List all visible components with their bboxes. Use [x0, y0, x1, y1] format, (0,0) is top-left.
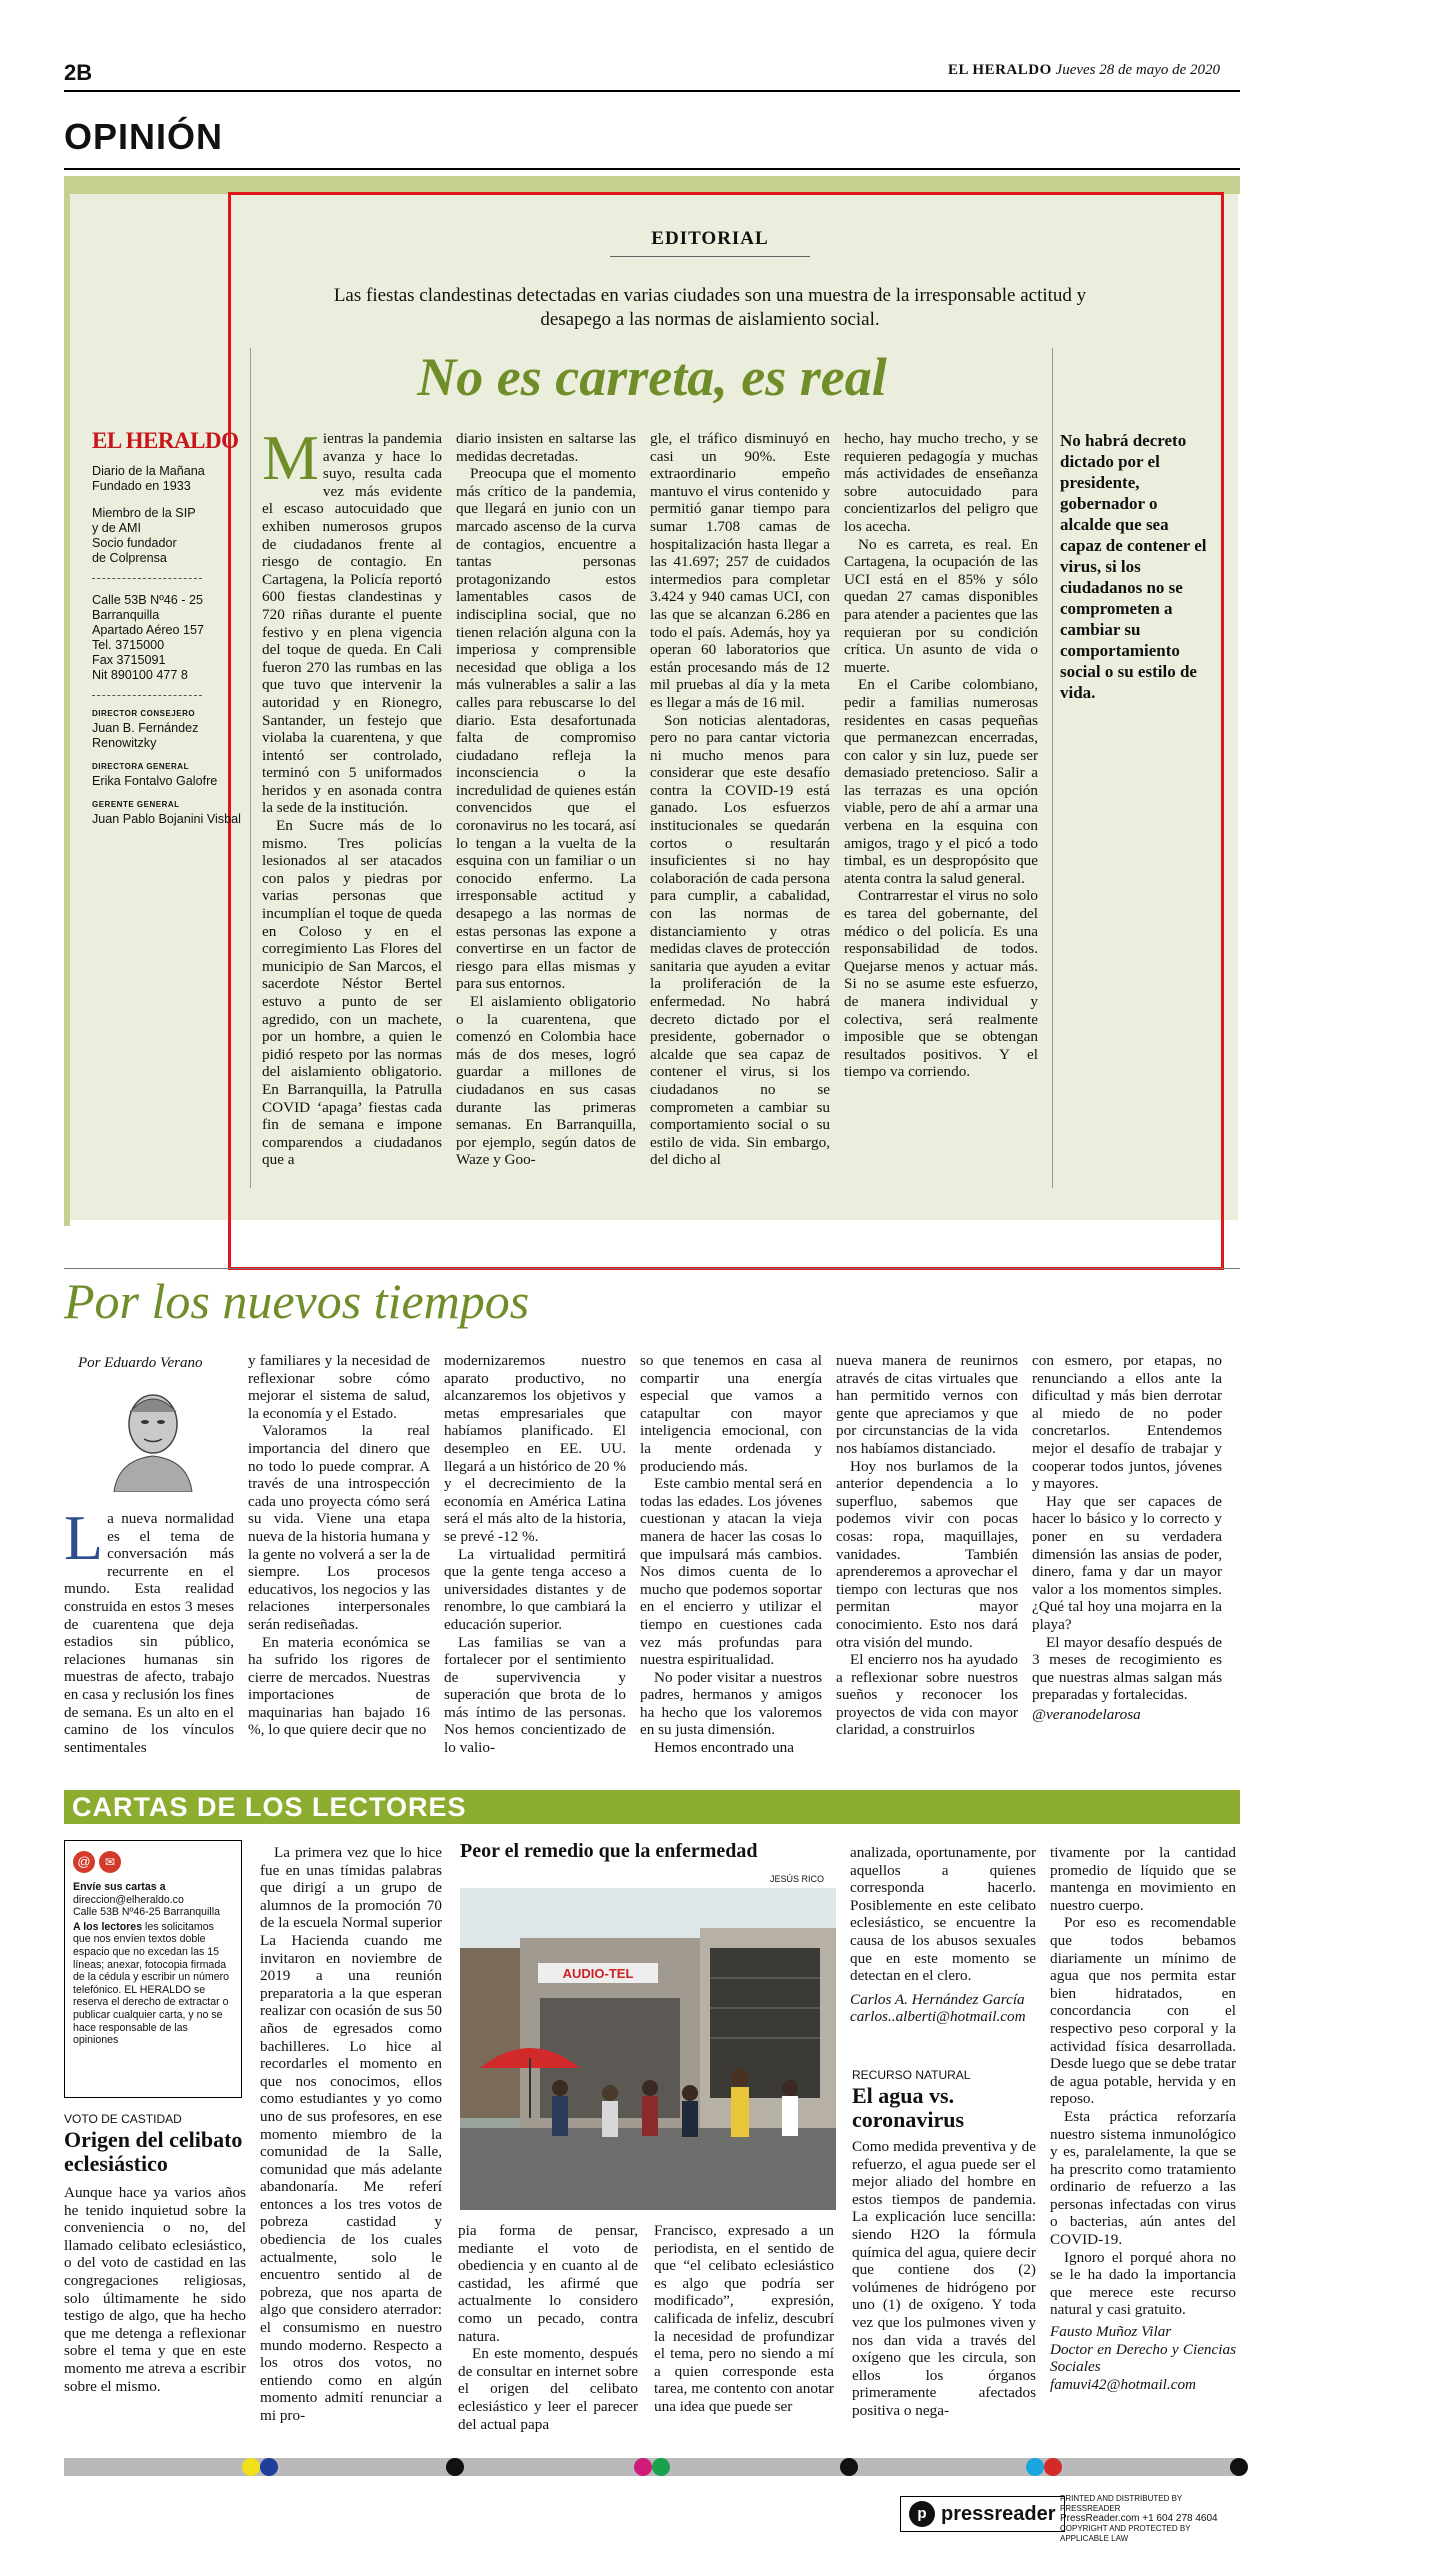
- masthead-line: Nit 890100 477 8: [92, 668, 188, 682]
- black-dot: [1230, 2458, 1248, 2476]
- pressreader-logo[interactable]: p pressreader: [900, 2496, 1065, 2532]
- editorial-title: No es carreta, es real: [417, 347, 887, 407]
- editorial-col-3: [650, 430, 830, 1169]
- column-col-6: [1032, 1352, 1222, 1723]
- kicker-rule: [610, 256, 810, 257]
- paragraph: El mayor desafío después de 3 meses de recogimiento es que nuestras almas salgan más preparadas y fortalecidas.: [1032, 1633, 1222, 1704]
- paragraph: Las familias se van a fortalecer por el sentimiento de supervivencia y superación que brota de lo más íntimo de las personas. Nos hemos concientizado de lo valio-: [444, 1633, 626, 1757]
- paragraph: En materia económica se ha sufrido los rigores de cierre de mercados. Nuestras importaciones de maquinarias han bajado 16 %, lo que quiere decir que no: [248, 1633, 430, 1739]
- dropcap: L: [64, 1502, 104, 1573]
- yellow-dot: [242, 2458, 260, 2476]
- column-col-4: [640, 1352, 822, 1757]
- column-col-5: [836, 1352, 1018, 1739]
- editorial-col-4: [844, 430, 1038, 1081]
- letters-address: Calle 53B Nº46-25 Barranquilla: [73, 1906, 220, 1919]
- page-number: 2B: [64, 60, 93, 85]
- letter2-kicker: RECURSO NATURAL: [852, 2068, 971, 2082]
- paragraph: con esmero, por etapas, no renunciando a ellos ante la dificultad y más bien derrotar al miedo de no poder concretarlos. Entendemos mejor el desafío de trabajar y cooperar todos juntos, jóvenes y mayores.: [1032, 1352, 1222, 1493]
- paragraph: a nueva normalidad es el tema de conversación más recurrente en el mundo. Esta realidad construida en estos 3 meses de cuarentena que deja estadios sin público, relaciones humanas sin muestras de afecto, trabajo en casa y reclusión los fines de semana. Es un alto en el camino de los vínculos sentimentales: [64, 1510, 234, 1756]
- photo-credit: JESÚS RICO: [770, 1874, 825, 1884]
- letters-section-title: CARTAS DE LOS LECTORES: [72, 1792, 467, 1822]
- paragraph: so que tenemos en casa al compartir una energía especial que vamos a catapultar con mayor inteligencia emocional, con la mente ordenada y produciendo más.: [640, 1352, 822, 1475]
- paragraph: y familiares y la necesidad de reflexionar sobre cómo mejorar el sistema de salud, la economía y el Estado.: [248, 1352, 430, 1422]
- paragraph: Aunque hace ya varios años he tenido inquietud sobre la conveniencia o no, del llamado celibato eclesiástico, o del voto de castidad en las congregaciones religiosas, solo últimamente he sido testigo de algo, que ha hecho que me detenga a reflexionar sobre el tema y que en este momento me atreva a escribir sobre el mismo.: [64, 2184, 246, 2395]
- shop-sign: AUDIO-TEL: [562, 1966, 634, 1981]
- letter2-signature-role: Doctor en Derecho y Ciencias Sociales: [1050, 2340, 1236, 2376]
- letter2-col-1: [852, 2138, 1036, 2420]
- masthead-line: y de AMI: [92, 521, 141, 535]
- paragraph: analizada, oportunamente, por aquellos a quienes corresponda hacerlo. Posiblemente en este celibato eclesiástico, se encuentre la causa de los abusos sexuales que en este momento se detectan en el clero.: [850, 1844, 1036, 1985]
- masthead-line: Apartado Aéreo 157: [92, 623, 205, 637]
- letters-email[interactable]: direccion@elheraldo.co: [73, 1893, 184, 1906]
- letter1-kicker: VOTO DE CASTIDAD: [64, 2112, 182, 2126]
- column-col-2: [248, 1352, 430, 1739]
- paragraph: En Sucre más de lo mismo. Tres policías lesionados al ser atacados con palos y piedras por varias personas que incumplían el toque de queda en Coloso y en el corregimiento Las Flores del municipio de San Marcos, el sacerdote Néstor Bertel estuvo a punto de ser agredido, con un machete, por un hombre, a quien le pidió respeto por las normas del aislamiento obligatorio. En Barranquilla, la Patrulla COVID ‘apaga’ fiestas cada fin de semana e impone comparendos a ciudadanos que a: [262, 817, 442, 1169]
- paragraph: Hay que ser capaces de hacer lo básico y lo correcto y poner en su verdadera dimensión las ansias de poder, dinero, fama y dar un mayor valor a los momentos simples. ¿Qué tal hoy una mojarra en la playa?: [1032, 1492, 1222, 1633]
- paragraph: Hemos encontrado una: [654, 1739, 795, 1757]
- pressreader-legal: PRINTED AND DISTRIBUTED BY PRESSREADER PressReader.com +1 604 278 4604 COPYRIGHT AND PROTECTED BY APPLICABLE LAW: [1060, 2494, 1218, 2543]
- paragraph: Francisco, expresado a un periodista, en el sentido de que “el celibato eclesiástico es algo que podría ser modificado”, expresión, calificada de infeliz, descubrí la necesidad de profundizar el tema, pero no siendo a mí a quien corresponde esta tarea, me contento con anotar una idea que puede ser: [654, 2222, 834, 2415]
- registration-marks: [64, 2458, 1240, 2476]
- magenta-dot: [634, 2458, 652, 2476]
- issue-date: Jueves 28 de mayo de 2020: [1055, 62, 1221, 78]
- blue-dot: [260, 2458, 278, 2476]
- paragraph: El aislamiento obligatorio o la cuarentena, que comenzó en Colombia hace más de dos meses, logró guardar a millones de ciudadanos en sus casas durante las primeras semanas. En Barranquilla, por ejemplo, según datos de Waze y Goo-: [456, 993, 636, 1169]
- pressreader-icon: p: [909, 2501, 935, 2527]
- paragraph: diario insisten en saltarse las medidas decretadas.: [456, 430, 636, 465]
- letter1-signature: Carlos A. Hernández García: [850, 1990, 1025, 2008]
- street-photo: [460, 1888, 836, 2210]
- letter2-signature: Fausto Muñoz Vilar: [1050, 2323, 1172, 2341]
- masthead-line: Socio fundador: [92, 536, 177, 550]
- paragraph: En este momento, después de consultar en internet sobre el origen del celibato eclesiástico y leer el parecer del actual papa: [458, 2345, 638, 2433]
- paragraph: pia forma de pensar, mediante el voto de obediencia y en cuanto al de castidad, les afirmé que actualmente lo considero como un pecado, contra natura.: [458, 2222, 638, 2345]
- masthead-line: Fundado en 1933: [92, 479, 191, 493]
- letter1-col-3: [458, 2222, 638, 2433]
- staff-role: DIRECTOR CONSEJERO: [92, 709, 196, 718]
- letter1-col-1: [64, 2184, 246, 2395]
- letter1-col-4: [654, 2222, 834, 2416]
- header-rule: [64, 90, 1240, 92]
- paragraph: tivamente por la cantidad promedio de líquido que se mantenga en movimiento en nuestro cuerpo.: [1050, 1844, 1236, 1914]
- paragraph: Hoy nos burlamos de la anterior dependencia a lo superfluo, sabemos que podemos vivir con pocas cosas: ropa, maquillajes, vanidades. También aprenderemos a aprovechar el tiempo con lecturas que nos permitan mayor conocimiento. Esto nos dará otra visión del mundo.: [836, 1457, 1018, 1651]
- staff-name: Juan B. Fernández Renowitzky: [92, 721, 199, 750]
- paragraph: Preocupa que el momento más crítico de la pandemia, que llegará en junio con un marcado ascenso de la curva de contagios, encuentre a tantas personas protagonizando estos lamentables casos de indisciplina social, que no tienen relación alguna con la imperiosa y comprensible necesidad que obliga a los más vulnerables a salir a las calles para rebuscarse lo del diario. Esta desafortunada falta de compromiso ciudadano refleja la inconsciencia o la incredulidad de quienes están convencidos que el coronavirus no les tocará, así lo tengan a la vuelta de la esquina con un familiar o un conocido enfermo. La irresponsable actitud y desapego a las normas de estas personas las expone a convertirse en un factor de riesgo para ellas mismas y para sus entornos.: [456, 465, 636, 993]
- staff-name: Erika Fontalvo Galofre: [92, 774, 218, 788]
- author-handle[interactable]: @veranodelarosa: [1032, 1705, 1141, 1723]
- letter1-email[interactable]: carlos..alberti@hotmail.com: [850, 2008, 1026, 2026]
- paragraph: La virtualidad permitirá que la gente tenga acceso a universidades distantes y de renombre, lo que cambiará la educación superior.: [444, 1545, 626, 1633]
- letter1-col-5: [850, 1844, 1036, 2026]
- masthead-line: Calle 53B Nº46 - 25: [92, 593, 204, 607]
- column-col-1: [64, 1502, 234, 1756]
- letter1-title: Origen del celibato eclesiástico: [64, 2127, 243, 2176]
- masthead-line: de Colprensa: [92, 551, 167, 565]
- column-top-rule: [64, 1268, 1240, 1269]
- column-col-3: [444, 1352, 626, 1757]
- paper-name: EL HERALDO: [948, 62, 1052, 78]
- editorial-leftbar: [64, 176, 70, 1226]
- staff-role: GERENTE GENERAL: [92, 800, 180, 809]
- masthead-line: Barranquilla: [92, 608, 160, 622]
- column-title: Por los nuevos tiempos: [64, 1273, 530, 1329]
- paragraph: No es carreta, es real. En Cartagena, la ocupación de las UCI está en el 85% y sólo quedan 27 camas disponibles para atender a pacientes que las requieran por su condición crítica. Un asunto de vida o muerte.: [844, 535, 1038, 676]
- editorial-col-2: [456, 430, 636, 1169]
- section-title: OPINIÓN: [64, 116, 224, 157]
- paragraph: Como medida preventiva y de refuerzo, el agua puede ser el mejor aliado del hombre en estos tiempos de pandemia. La explicación luce sencilla: siendo H2O la fórmula química del agua, quiere decir que contiene dos (2) volúmenes de hidrógeno por uno (1) de oxígeno. Y toda vez que los pulmones viven y nos dan vida a través del oxígeno que les circula, son ellos los órganos primeramente afectados positiva o nega-: [852, 2138, 1036, 2419]
- staff-role: DIRECTORA GENERAL: [92, 762, 189, 771]
- dropcap: M: [262, 422, 319, 493]
- paragraph: Esta práctica reforzaría nuestro sistema inmunológico y es, paralelamente, la que se ha prescrito como tratamiento ordinario de refuerzo a las personas infectadas con virus o bacterias, aún antes del COVID-19.: [1050, 2107, 1236, 2249]
- paragraph: La primera vez que lo hice fue en unas tímidas palabras que dirigí a un grupo de alumnos de la promoción 70 de la escuela Normal superior La Hacienda cuando me invitaron en noviembre de 2019 a una reunión preparatoria a la que esperan realizar con ocasión de sus 50 años de egresados como bachilleres. Lo hice al recordarles el momento en que nos conocimos, ellos como estudiantes y yo como uno de sus profesores, en ese momento miembro de la comunidad de la Salle, comunidad que más adelante abandonaría. Me referí entonces a los tres votos de pobreza castidad y obediencia de los cuales actualmente, solo le encuentro sentido al de pobreza, que nos aparta de algo que considero aterrador: el consumismo en nuestro mundo moderno. Respecto a los otros dos votos, no entiendo como en algún momento admití renunciar a mi pro-: [260, 1844, 442, 2424]
- green-dot: [652, 2458, 670, 2476]
- paragraph: En el Caribe colombiano, pedir a familias numerosas residentes en casas pequeñas que permanezcan encerradas, con calor y sin luz, puede ser demasiado pretencioso. Salir a las terrazas es una opción viable, pero de ahí a armar una verbena en la esquina con amigos, trago y el picó a todo timbal, es un despropósito que atenta contra la salud general.: [844, 676, 1038, 887]
- paragraph: El encierro nos ha ayudado a reflexionar sobre nuestros sueños y reconocer los proyectos de vida con mayor claridad, a construirlos: [836, 1651, 1018, 1739]
- paragraph: ientras la pandemia avanza y hace lo suyo, resulta cada vez más evidente el escaso autocuidado que exhiben numerosos grupos de ciudadanos frente al riesgo de contagio. En Cartagena, la Policía reportó 600 fiestas clandestinas y 720 riñas durante el puente festivo y en plena vigencia del toque de queda. En Cali fueron 270 las rumbas en las que tuvo que intervenir la autoridad y en Rionegro, Santander, un festejo que violaba la cuarentena, y que intentó ser controlado, terminó con 5 uniformados heridos y en asonada contra la sede de la institución.: [262, 430, 442, 817]
- letters-box-title: Envíe sus cartas a: [73, 1881, 166, 1893]
- masthead-logo: EL HERALDO: [92, 428, 239, 453]
- black-dot: [446, 2458, 464, 2476]
- title-left-rule: [250, 348, 251, 1188]
- letter1-col-2: [260, 1844, 442, 2425]
- author-portrait: [108, 1384, 198, 1492]
- editorial-col-1: [262, 422, 442, 1169]
- paragraph: Valoramos la real importancia del dinero que no todo lo puede comprar. A través de una introspección cada uno proyecta cómo será su vida. Viene una etapa nueva de la historia humana y la gente no volverá a ser la de siempre. Los procesos educativos, los negocios y las relaciones interpersonales serán rediseñadas.: [248, 1422, 430, 1633]
- pullquote: No habrá decreto dictado por el presidente, gobernador o alcalde que sea capaz de contener el virus, si los ciudadanos no se comprometen a cambiar su comportamiento social o su estilo de vida.: [1060, 431, 1207, 702]
- red-dot: [1044, 2458, 1062, 2476]
- letters-note: A los lectores les solicitamos que nos envíen textos doble espacio que no excedan las 15 líneas; anexar, fotocopia firmada de la cédula y escribir un número telefónico. EL HERALDO se reserva el derecho de extractar o publicar cualquier carta, y no se hace responsable de las opiniones: [73, 1920, 230, 2047]
- masthead-line: Miembro de la SIP: [92, 506, 196, 520]
- paragraph: Son noticias alentadoras, pero no para cantar victoria ni mucho menos para considerar que este desafío contra la COVID-19 está ganado. Los esfuerzos institucionales se quedarán cortos o resultarán insuficientes si no hay colaboración de cada persona para cumplir, a cabalidad, con las normas de distanciamiento y otras medidas claves de protección sanitaria que ayuden a evitar la proliferación de la enfermedad. No habrá decreto dictado por el presidente, gobernador o alcalde que sea capaz de contener el virus, si los ciudadanos no se comprometen a cambiar su comportamiento social o su estilo de vida. Sin embargo, del dicho al: [650, 711, 830, 1169]
- masthead: [92, 428, 252, 827]
- editorial-kicker: EDITORIAL: [651, 228, 769, 249]
- paragraph: nueva manera de reunirnos através de citas virtuales que han permitido vernos con gente que apreciamos y que por circunstancias de la vida nos habíamos distanciado.: [836, 1352, 1018, 1457]
- paragraph: gle, el tráfico disminuyó en casi un 90%. Este extraordinario empeño mantuvo el virus contenido y permitió ganar tiempo para sumar 1.708 camas de hospitalización hasta llegar a las 41.697; 257 de cuidados intermedios para completar 3.424 y 940 camas UCI, con las que se alcanzan 6.286 en todo el país. Además, hoy ya operan 60 laboratorios que están procesando más de 12 mil pruebas al día y la meta es llegar a más de 16 mil.: [650, 430, 830, 711]
- section-rule: [64, 168, 1240, 170]
- at-icon: @: [73, 1851, 95, 1873]
- staff-name: Juan Pablo Bojanini Visbal: [92, 812, 241, 826]
- paragraph: Contrarrestar el virus no solo es tarea del gobernante, del médico o del policía. Es una responsabilidad de todos. Quejarse menos y actuar más. Si no se asume este esfuerzo, de manera individual y colectiva, será realmente imposible que se obtengan resultados positivos. Y el tiempo va corriendo.: [844, 887, 1038, 1081]
- mail-icon: ✉: [99, 1851, 121, 1873]
- letter2-col-2: [1050, 1844, 1236, 2393]
- column-byline: Por Eduardo Verano: [78, 1355, 203, 1371]
- editorial-deck: Las fiestas clandestinas detectadas en varias ciudades son una muestra de la irresponsable actitud y desapego a las normas de aislamiento social.: [333, 285, 1087, 330]
- masthead-line: Tel. 3715000: [92, 638, 165, 652]
- cyan-dot: [1026, 2458, 1044, 2476]
- paragraph: Por eso es recomendable que todos bebamos diariamente un mínimo de agua que nos permita estar bien hidratados, en concordancia con el respectivo peso corporal y la actividad física desarrollada. Desde luego que se debe tratar de agua potable, hervida y en reposo.: [1050, 1914, 1236, 2108]
- letter2-title: El agua vs. coronavirus: [852, 2083, 965, 2132]
- paragraph: Ignoro el porqué ahora no se le ha dado la importancia que merece este recurso natural y casi gratuito.: [1050, 2248, 1236, 2319]
- paragraph: hecho, hay mucho trecho, y se requieren pedagogía y muchas más actividades de enseñanza sobre autocuidado para concientizarlos del peligro que los acecha.: [844, 430, 1038, 535]
- black-dot: [840, 2458, 858, 2476]
- masthead-line: Diario de la Mañana: [92, 464, 205, 478]
- letters-info-box: [64, 1840, 242, 2098]
- letter2-email[interactable]: famuvi42@hotmail.com: [1050, 2375, 1197, 2393]
- paragraph: modernizaremos nuestro aparato productivo, no alcanzaremos los objetivos y metas empresariales que habíamos planificado. El desempleo en EE. UU. llegará a un histórico de 20 % y el decrecimiento de la economía en América Latina será el más alto de la historia, se prevé -12 %.: [444, 1352, 626, 1545]
- photo-headline: Peor el remedio que la enfermedad: [460, 1840, 758, 1862]
- folio: [948, 62, 1220, 79]
- paragraph: No poder visitar a nuestros padres, hermanos y amigos ha hecho que los valoremos en su justa dimensión.: [640, 1668, 822, 1739]
- masthead-line: Fax 3715091: [92, 653, 166, 667]
- letters-section-bar: [64, 1790, 1240, 1824]
- title-right-rule: [1052, 348, 1053, 1188]
- paragraph: Este cambio mental será en todas las edades. Los jóvenes cuestionan y atacan la vieja manera de hacer las cosas lo que impulsará más cambios. Nos dimos cuenta de lo mucho que podemos soportar en el encierro y utilizar el tiempo en cuestiones cada vez más profundas para nuestra espiritualidad.: [640, 1475, 822, 1669]
